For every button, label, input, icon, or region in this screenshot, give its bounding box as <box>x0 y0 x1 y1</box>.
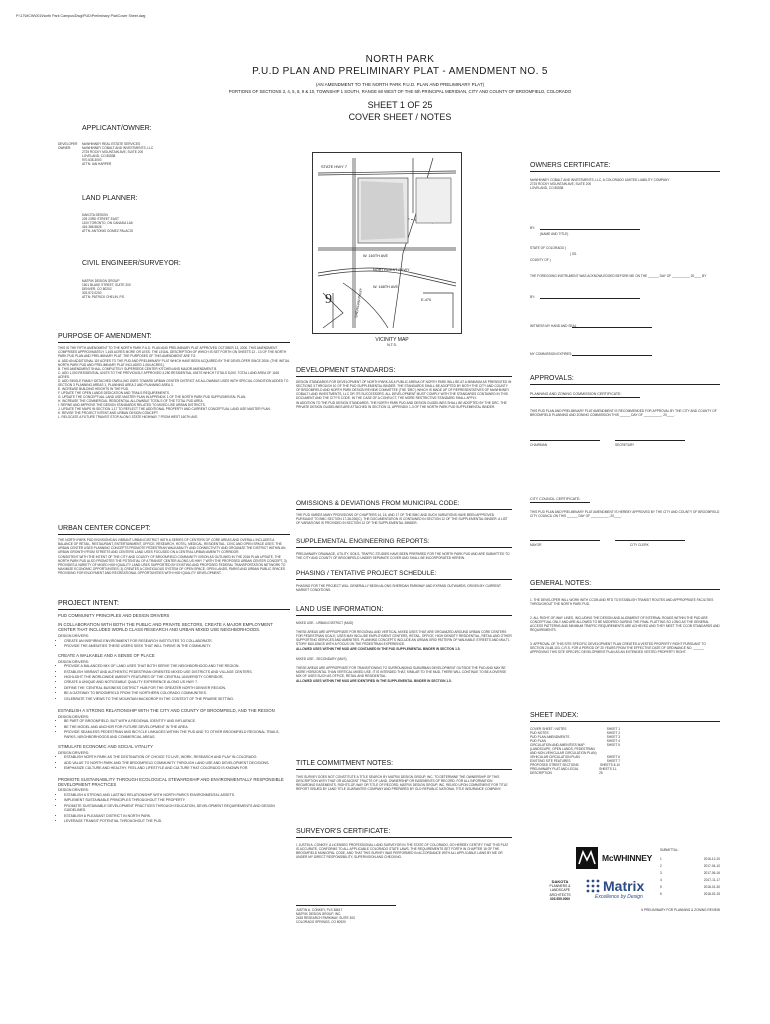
title-commitment-body: THIS SURVEY DOES NOT CONSTITUTE A TITLE SEARCH BY MATRIX DESIGN GROUP, INC. TO DETERMINE THE OWNERSHIP OF THIS DESCRIPTION WITH THAT OR ADJACENT TRACTS OF LAND, OWNERSHIP OR EASEMENTS OF RECORD. FOR ALL INFORMATION REGARDING EASEMENTS, RIGHTS-OF-WAY OR TITLE OF RECORD, MATRIX DESIGN GROUP, INC. RELIED UPON COMMITMENT FOR TITLE REPORT ISSUED BY LAND TITLE GUARANTEE COMPANY AND PREPARED BY OLD REPUBLIC NATIONAL TITLE INSURANCE COMPANY. <box>296 775 508 791</box>
intent-section-title: STIMULATE ECONOMIC AND SOCIAL VITALITY <box>58 744 153 750</box>
land-planner-line: DAKOTA DESIGN <box>82 213 108 217</box>
submittal-row <box>660 871 720 875</box>
project-intent-rule <box>58 609 290 610</box>
title-commitment-heading: TITLE COMMITMENT NOTES: <box>296 760 394 767</box>
council-cert-text: THIS PUD PLAN AND PRELIMINARY PLAT AMENDMENT IS HEREBY APPROVED BY THE CITY AND COUNTY OF BROOMFIELD CITY COUNCIL ON THIS ______ DAY OF __________, 20____. <box>530 510 720 518</box>
secretary-label: SECRETARY <box>615 443 635 447</box>
supplemental-heading: SUPPLEMENTAL ENGINEERING REPORTS: <box>296 538 430 545</box>
sheet-num: SHEET 4 <box>606 739 620 743</box>
intent-list-3 <box>58 719 290 739</box>
map-label-northwest-pkwy: NORTHWEST PKWY <box>373 268 410 272</box>
final-submittal-label: 6 PRELIMINARY FOR PLANNING & ZONING REVIEW <box>641 908 720 912</box>
county-label: COUNTY OF ) <box>530 258 551 262</box>
mud-allowed-uses: ALLOWED USES WITHIN THE MUD ARE CONTAINED IN THE PUD SUPPLEMENTAL BINDER IN SECTION 1.5. <box>296 647 461 652</box>
civil-line: DENVER, CO 80202 <box>82 287 112 291</box>
council-cert-title: CITY COUNCIL CERTIFICATE: <box>530 497 581 501</box>
surveyor-signature-block <box>296 908 355 924</box>
clerk-label: CITY CLERK <box>630 543 649 547</box>
general-note: 3. APPROVAL OF THIS SITE SPECIFIC DEVELOPMENT PLAN CREATES A VESTED PROPERTY RIGHT PURSUANT TO SECTION 24-68-103, C.R.S. FOR A PERIOD OF 20 YEARS FROM THE EFFECTIVE DATE OF ORDINANCE NO. ______ APPROVING THIS SITE SPECIFIC DEVELOPMENT PLAN AS AN EXTENDED VESTED PROPERTY RIGHT. <box>530 642 706 654</box>
sheet-index-rule <box>530 721 720 722</box>
general-notes-body <box>530 598 720 655</box>
acknowledgement-text: THE FOREGOING INSTRUMENT WAS ACKNOWLEDGED BEFORE ME ON THE ______ DAY OF __________ 20____ BY <box>530 274 707 278</box>
matrix-mark-icon <box>585 878 601 894</box>
surveyor-sig-line: MATRIX DESIGN GROUP, INC. <box>296 912 342 916</box>
project-intent-body <box>58 614 290 824</box>
mayor-label: MAYOR <box>530 543 542 547</box>
dakota-line: LANDSCAPE <box>550 888 570 893</box>
submittal-row <box>660 892 720 896</box>
map-label-168th: W. 168TH AVE <box>373 285 399 289</box>
owners-cert-line: 2725 ROCKY MOUNTAIN AVE, SUITE 200 <box>530 182 592 186</box>
intent-bullet: • ESTABLISH VIBRANT AND AUTHENTIC PEDESTRIAN ORIENTED MIXED USE DISTRICTS AND VILLAGE CENTERS. <box>64 670 290 675</box>
omissions-body: THE PUD VARIES MANY PROVISIONS OF CHAPTERS 14, 15, AND 17 OF THE BMC AND SUCH VARIATIONS HAVE BEEN APPROVED PURSUANT TO BMC SECTION 17-38-030(C). THE DOCUMENTATION IS CONTAINED IN SECTION 12 OF THE SUPPLEMENTAL BINDER. A LIST OF VARIATIONS IS PROVIDED IN SECTION 12 OF THE SUPPLEMENTAL BINDER. <box>296 513 508 525</box>
surveyor-signature-line <box>296 905 396 906</box>
matrix-logo <box>585 878 655 900</box>
sheet-num: SHEETS 11-25 <box>599 767 618 775</box>
urban-center-p1: THE NORTH PARK PUD ENVISIONS AN VIBRANT URBAN DISTRICT WITH A SERIES OF CENTERS OF CORE AREAS AND OVERALL INCLUDES A BALANCE OF RETAIL, RESTAURANT, ENTERTAINMENT, OFFICE, RESEARCH, HOTEL, MEDICAL, RESIDENTIAL, CIVIC AND OPEN SPACE USES. THE URBAN CENTER USES PLANNING CONCEPTS PROMOTE PEDESTRIAN WALKABILITY AND CONNECTIVITY AND ORGANIZE THE DISTRICT WITHIN AN URBAN GROWTH FROM STREETS AND CENTERS LAND USES FOCUSED ON A CENTRAL URBAN AMENITY CORRIDOR. <box>58 538 286 554</box>
sheet-num: SHEET 2 <box>606 731 620 735</box>
land-planner-line: 416.386.5826 <box>82 225 102 229</box>
submittal-row <box>660 885 720 889</box>
sheet-name: CIRCULATION AND AMENITIES MAP <box>530 743 585 747</box>
intent-bullet: • ESTABLISH A STRONG AND LASTING RELATIONSHIP WITH NORTH PARK'S ENVIRONMENTAL ASSETS. <box>64 793 290 798</box>
applicant-block <box>82 142 153 166</box>
dakota-line: ARCHITECTS <box>549 892 571 897</box>
urban-center-p2: CONSISTENT WITH THE INTENT OF THE CITY AND COUNTY OF BROOMFIELD COMMUNITY VISION AS OUTLINED IN THE 2016 PLAN UPDATE, THE NORTH PARK PUD ALSO PROMOTES THE POTENTIAL OF A TRANSIT CENTER ALONG US HWY 7 WITH THE PROPOSED URBAN CENTER CONCEPT, 3) PROVIDES A VARIETY OF MIXED HIGH QUALITY LAND USES SUPPORTED BY EXISTING AND PROPOSED FEDERAL TRANSPORTATION NETWORK TO MAXIMIZE ECONOMIC OPPORTUNITIES; 3) CREATES A CONTIGUOUS SYSTEM OF OPEN SPACE, OPEN LANDS, PARKS AND URBAN PUBLIC SPACES PROVIDING FOR ENJOYMENT AND RECREATIONAL OPPORTUNITIES WITH HIGH QUALITY DEVELOPMENT. <box>58 555 287 576</box>
general-notes-heading: GENERAL NOTES: <box>530 580 592 587</box>
dev-standards-p2: IN ADDITION TO THE PUD DESIGN STANDARDS, THE NORTH PARK PUD AND DESIGN GUIDELINES SHALL BE ADOPTED BY THE DRC. THE PRIVATE DESIGN GUIDELINES ARE ATTACHED IN SECTION 11, APPENDIX 1-3 OF THE NORTH PARK PUD SUPPLEMENTAL BINDER. <box>296 401 507 410</box>
amendment-note: (AN AMENDMENT TO THE NORTH PARK P.U.D. PLAN AND PRELIMINARY PLAT) <box>315 82 485 87</box>
intent-bullet: • PROVIDE SEAMLESS PEDESTRIAN AND BICYCLE LINKAGES WITHIN THE PUD AND TO OTHER BROOMFIELD REGIONAL TRAILS, PARKS, NEIGHBORHOODS AND COMMERCIAL AREAS. <box>64 730 290 739</box>
intent-bullet: • PROVIDE A BALANCED MIX OF LAND USES THAT BOTH SERVE THE NEIGHBORHOOD AND THE REGION. <box>64 664 290 669</box>
land-planner-heading: LAND PLANNER: <box>82 195 138 202</box>
purpose-item: J. UPDATE THE MAPS IN SECTION 1.17 TO REFLECT THE ADDITIONAL PROPERTY AND CURRENT CONCEPTUAL LAND USE MASTER PLAN. <box>58 407 271 412</box>
applicant-line: 2725 ROCKY MOUNTAIN AVE, SUITE 200 <box>82 150 144 154</box>
intent-section-title: CREATE A WALKABLE AND A SENSE OF PLACE <box>58 652 155 658</box>
land-planner-line: ATTN: ANTONIO GOMEZ PALACIO <box>82 229 134 233</box>
approvals-heading: APPROVALS: <box>530 375 574 382</box>
submittal-row <box>660 878 720 882</box>
sheet-name: EXISTING SITE FEATURES <box>530 759 571 763</box>
omissions-heading: OMISSIONS & DEVIATIONS FROM MUNICIPAL CODE: <box>296 500 460 507</box>
intent-list-1 <box>58 639 290 649</box>
purpose-intro: THIS IS THE FIFTH AMENDMENT TO THE NORTH PARK P.U.D. PLAN AND PRELIMINARY PLAT APPROVED OCTOBER 13, 2000. THIS AMENDMENT COMPRISES APPROXIMATELY 1,165 ACRES MORE OR LESS. THE LEGAL DESCRIPTION OF WHICH IS SET FORTH ON SHEETS 12 - 13 OF THE NORTH PARK PUD PLAN AND PRELIMINARY PLAT. THE PURPOSES OF THIS AMENDMENT ARE TO: <box>58 346 287 358</box>
phasing-heading: PHASING / TENTATIVE PROJECT SCHEDULE: <box>296 570 437 577</box>
owners-cert-rule <box>530 171 720 172</box>
sheet-num: SHEETS 8-10 <box>599 763 620 767</box>
supplemental-body: PRELIMINARY DRAINAGE, UTILITY, SOILS, TRAFFIC STUDIES HAVE BEEN PREPARED FOR THE NORTH PARK PUD AND ARE SUBMITTED TO THE CITY AND COUNTY OF BROOMFIELD UNDER SEPARATE COVER AND SHALL BE INCORPORATED HEREIN. <box>296 552 510 560</box>
owners-cert-line: McWHINNEY COBALT AND INVESTMENTS, LLC, A COLORADO LIMITED LIABILITY COMPANY <box>530 178 670 182</box>
dev-standards-rule <box>296 376 512 377</box>
submittal-block <box>660 848 720 899</box>
submittal-number: 2 <box>660 864 662 868</box>
project-title: NORTH PARK <box>365 54 435 65</box>
intent-bullet: • IMPLEMENT SUSTAINABLE PRINCIPLES THROUGHOUT THE PROPERTY. <box>64 798 290 803</box>
intent-bullet: • BE THE MODEL AND ANCHOR FOR FUTURE DEVELOPMENT IN THE AREA. <box>64 725 290 730</box>
map-label-sheridan: SHERIDAN PKWY <box>354 287 364 319</box>
surveyor-body: I, JUSTIN A. CONKEY, A LICENSED PROFESSIONAL LAND SURVEYOR IN THE STATE OF COLORADO, DO HEREBY CERTIFY THAT THIS PLAT IS ACCURATE, CONFORMS TO ALL APPLICABLE COLORADO STATE LAWS, THE REQUIREMENTS SET FORTH IN CHAPTER 16 OF THE BROOMFIELD MUNICIPAL CODE, AND THAT THIS SURVEY WAS PERFORMED IN ACCORDANCE WITH ALL APPLICABLE LAWS BY ME OR UNDER MY DIRECT RESPONSIBILITY, SUPERVISION AND CHECKING. <box>296 843 509 859</box>
map-label-hwy7: STATE HWY 7 <box>321 164 348 169</box>
submittal-date: 2017-04-10 <box>703 864 720 868</box>
submittal-number: 5 <box>660 885 662 889</box>
sheet-name: (LANDSCAPE, OPEN LANDS, PEDESTRIAN <box>530 747 595 751</box>
submittal-label: SUBMITTAL: <box>660 848 679 852</box>
applicant-line: LOVELAND, CO 80538 <box>82 154 116 158</box>
pz-cert-title: PLANNING AND ZONING COMMISSION CERTIFICATE: <box>530 392 622 396</box>
sheet-name: PUD PLAN AMENDMENTS <box>530 735 570 739</box>
role-owner: OWNER: <box>58 146 72 150</box>
intent-bullet: • ESTABLISH NORTH PARK AS THE DESTINATION OF CHOICE TO LIVE, WORK, RESEARCH AND PLAY IN COLORADO. <box>64 755 290 760</box>
omissions-rule <box>296 509 512 510</box>
intent-bullet: • CREATE AN INSPIRING ENVIRONMENT FOR RESEARCH INSTITUTES TO COLLABORATE. <box>64 639 290 644</box>
sheet-name: PRELIMINARY PLAT AND LEGAL DESCRIPTION <box>530 767 579 775</box>
clerk-line <box>615 540 685 541</box>
sheet-title: COVER SHEET / NOTES <box>348 112 452 122</box>
intent-principle-1: IN COLLABORATION WITH BOTH THE PUBLIC AND PRIVATE SECTORS, CREATE A MAJOR EMPLOYMENT CENTER THAT INCLUDES WORLD CLASS RESEARCH AND URBAN MIXED USE NEIGHBORHOODS. <box>58 621 273 632</box>
project-subtitle: P.U.D PLAN AND PRELIMINARY PLAT - AMENDMENT NO. 5 <box>252 66 548 77</box>
ss-label: ) SS. <box>570 252 578 256</box>
svg-text:9: 9 <box>325 292 332 307</box>
phasing-rule <box>296 579 512 580</box>
dev-standards-body <box>296 380 512 410</box>
civil-engineer-block <box>82 279 131 299</box>
matrix-wordmark: Matrix <box>603 878 645 894</box>
purpose-item: H. INCREASE THE COMMERCIAL RESIDENTIAL ALLOWABLE TOTALS OF THE TOTAL PUD AREA. <box>58 399 204 404</box>
mud-title: MIXED USE - URBAN DISTRICT (MUD) <box>296 621 354 625</box>
land-planner-line: 1100 TORONTO, ON CANADA 1A6 <box>82 221 133 225</box>
applicant-line: McWHINNEY COBALT AND INVESTMENTS, LLC <box>82 146 154 150</box>
intent-bullet: • BE PART OF BROOMFIELD, BUT WITH A REGIONAL IDENTITY AND INFLUENCE. <box>64 719 290 724</box>
purpose-item: F. UPDATE THE OPEN LANDS DEDICATION AND TRAILS REQUIREMENTS. <box>58 391 170 396</box>
submittal-row <box>660 857 720 861</box>
purpose-body <box>58 346 290 419</box>
mayor-line <box>530 540 600 541</box>
land-use-body <box>296 621 512 685</box>
surveyor-sig-line: COLORADO SPRINGS, CO 80920 <box>296 920 346 924</box>
applicant-role-labels <box>58 142 78 150</box>
submittal-row <box>660 864 720 868</box>
matrix-tagline: Excellence by Design <box>595 894 643 900</box>
civil-line: MATRIX DESIGN GROUP <box>82 279 120 283</box>
urban-center-body <box>58 538 290 576</box>
owners-signature-line <box>540 229 640 230</box>
applicant-line: McWHINNEY REAL ESTATE SERVICES <box>82 142 141 146</box>
sheet-name: COVER SHEET / NOTES <box>530 727 567 731</box>
purpose-item: G. UPDATE THE CONCEPTUAL LAND USE MASTER PLAN IN APPENDIX 1 OF THE NORTH PARK PUD SUPPLEMENTAL PLAN. <box>58 395 247 400</box>
intent-section-title: PROMOTE SUSTAINABILITY THROUGH ECOLOGICAL STEWARDSHIP AND ENVIRONMENTALLY RESPONSIBLE DEVELOPMENT PRACTICES <box>58 776 284 788</box>
sheet-index-row <box>530 767 620 775</box>
submittal-number: 4 <box>660 878 662 882</box>
legal-location: PORTIONS OF SECTIONS 3, 4, 5, 8, 9 & 10, TOWNSHIP 1 SOUTH, RANGE 68 WEST OF THE 6th PRINCIPAL MERIDIAN, CITY AND COUNTY OF BROOMFIELD, COLORADO <box>228 89 572 94</box>
dakota-logo <box>540 880 580 901</box>
purpose-heading: PURPOSE OF AMENDMENT: <box>58 333 152 340</box>
intent-bullet: • PROMOTE SUSTAINABLE DEVELOPMENT PRACTICES THROUGH EDUCATION, DEVELOPMENT REQUIREMENTS AND DESIGN GUIDELINES. <box>64 804 290 813</box>
intent-section-title: ESTABLISH A STRONG RELATIONSHIP WITH THE CITY AND COUNTY OF BROOMFIELD, AND THE REGION <box>58 708 275 714</box>
purpose-rule <box>58 342 290 343</box>
witness-label: WITNESS MY HAND AND SEAL <box>530 324 577 328</box>
land-use-rule <box>296 615 512 616</box>
sheet-number: SHEET 1 OF 25 <box>367 100 433 110</box>
land-use-heading: LAND USE INFORMATION: <box>296 606 384 613</box>
applicant-line: 970.635.3000 <box>82 158 102 162</box>
supplemental-rule <box>296 547 512 548</box>
general-note: 2. ALL RIGHT-OF-WAY LINES, INCLUDING THE DESIGN AND ALIGNMENT OF INTERNAL ROADS WITHIN THE PUD ARE CONCEPTUAL ONLY AND ARE ALLOWED TO BE MODIFIED DURING THE FINAL PLATTING SO LONG AS THE GENERAL ACCESS PATTERNS AND MINIMUM TRAFFIC REQUIREMENTS ARE ACHIEVED AND THEY MEET THE CCOB STANDARDS AND REQUIREMENTS. <box>530 616 720 632</box>
vicinity-map-drawing <box>313 153 461 333</box>
owners-by-label-2: BY: <box>530 295 535 299</box>
chairman-label: CHAIRMAN <box>530 443 548 447</box>
witness-line <box>572 327 652 328</box>
submittal-number: 6 <box>660 892 662 896</box>
pz-cert-underline <box>530 397 640 398</box>
purpose-item: C. ADD 1,000 RESIDENTIAL UNITS TO THE PREVIOUSLY APPROVED 3,250 RESIDENTIAL UNITS WHICH TOTALS 5,000. TOTAL LAND AREA OF 1165 ACRES. <box>58 371 280 380</box>
intent-bullet: • PROVIDE THE AMENITIES THESE USERS SEEK THAT WILL THRIVE IN THE COMMUNITY. <box>64 644 290 649</box>
purpose-item: I. REFINE AND IMPROVE THE DESIGN STANDARDS RELATED TO MIXED USE URBAN DISTRICTS. <box>58 403 206 408</box>
intent-principles-title: PUD COMMUNITY PRINCIPLES AND DESIGN DRIVERS <box>58 613 170 618</box>
submittal-date: 2018-01-30 <box>703 885 720 889</box>
purpose-item: L. RELOCATE A FUTURE TRANSIT STOP ALONG STATE HIGHWAY 7 FROM WEST 160TH AVE. <box>58 415 199 420</box>
intent-bullet: • CELEBRATE THE VIEWS TO THE MOUNTAIN BACKDROP IN THE CONTEXT OF THE PRAIRIE SETTING. <box>64 697 290 702</box>
approvals-rule <box>530 384 720 385</box>
owners-by-label: BY: <box>530 226 535 230</box>
vicinity-map-title: VICINITY MAP <box>375 337 409 343</box>
sheet-name: AND NON-VEHICULAR CIRCULATION PLAN) <box>530 751 597 755</box>
title-header <box>150 54 650 122</box>
urban-center-heading: URBAN CENTER CONCEPT: <box>58 525 151 532</box>
design-drivers-label: DESIGN DRIVERS: <box>58 659 89 664</box>
sheet-num: SHEET 1 <box>606 727 620 731</box>
intent-bullet: • CREATE A UNIQUE AND NOTICEABLE QUALITY EXPERIENCE ALONG US HWY 7. <box>64 680 290 685</box>
secretary-line <box>615 440 685 441</box>
role-developer: DEVELOPER <box>58 142 78 146</box>
design-drivers-label: DESIGN DRIVERS: <box>58 788 89 793</box>
intent-bullet: • DEFINE THE 'CENTRAL BUSINESS DISTRICT' HUB FOR THE GREATER NORTH DENVER REGION. <box>64 686 290 691</box>
sheet-name: PUD PLAN <box>530 739 546 743</box>
council-cert-underline <box>530 502 590 503</box>
owners-cert-body <box>530 178 720 190</box>
commission-label: MY COMMISSION EXPIRES: <box>530 352 573 356</box>
owners-cert-heading: OWNERS CERTIFICATE: <box>530 162 611 169</box>
submittal-date: 2018-02-15 <box>703 892 720 896</box>
purpose-item: A. ADD AN ADDITIONAL 119 ACRES TO THE PUD AND PRELIMINARY PLAT WHICH HAVE BEEN ACQUIRED BY THE DEVELOPER SINCE 2006. (THE INITIAL NORTH PARK PUD AND PRELIMINARY PLAT INCLUDED 1,064 ACRES.) <box>58 359 290 368</box>
general-notes-rule <box>530 589 720 590</box>
state-label: STATE OF COLORADO ) <box>530 246 567 250</box>
commission-line <box>572 355 652 356</box>
mcwhinney-logo <box>575 845 655 871</box>
submittal-date: 2017-06-16 <box>703 871 720 875</box>
surveyor-sig-line: JUSTIN A. CONKEY, PLS 38617 <box>296 908 343 912</box>
mus-allowed-uses: ALLOWED USES WITHIN THE MUS ARE IDENTIFIED IN THE SUPPLEMENTAL BINDER IN SECTION 1.5. <box>296 679 452 684</box>
purpose-item: E. INCREASE BUILDING HEIGHTS IN THE PUD. <box>58 387 129 392</box>
mud-text: THESE AREAS ARE APPROPRIATE FOR REGIONAL AND VERTICAL MIXED USES THAT ARE ORGANIZED AROUND URBAN CORE CENTERS FOR PEDESTRIAN SCALE, USES MAY INCLUDE EMPLOYMENT CENTERS, RETAIL, OFFICE, HIGH DENSITY RESIDENTIAL, RETAIL AND OTHER SUPPORTING SERVICES AND AMENITIES. PLANNING CONCEPTS INCLUDE AN URBAN GRID PATTERN OF WALKABLE STREETS AND MULTI-STORY BUILDINGS WITH A FOCUS ON THE PEDESTRIAN EXPERIENCE. <box>296 630 512 646</box>
intent-list-2 <box>58 664 290 701</box>
dakota-line: PLANNERS & <box>549 884 571 889</box>
intent-bullet: • BE A GATEWAY TO BROOMFIELD FROM THE NORTHERN COLORADO COMMUNITIES. <box>64 691 290 696</box>
sheet-index-list <box>530 727 620 775</box>
land-planner-block <box>82 213 133 233</box>
intent-bullet: • HIGHLIGHT THE WORLDWIDE AMENITY FEATURES OF THE CENTRAL UNIVERSITY CORRIDOR. <box>64 675 290 680</box>
design-drivers-label: DESIGN DRIVERS: <box>58 634 89 639</box>
sheet-num: SHEET 5 <box>606 743 620 747</box>
intent-bullet: • ESTABLISH A PLEASANT DISTRICT IN NORTH PARK. <box>64 814 290 819</box>
pz-cert-text: THIS PUD PLAN AND PRELIMINARY PLAT AMENDMENT IS RECOMMENDED FOR APPROVAL BY THE CITY AND COUNTY OF BROOMFIELD PLANNING AND ZONING COMMISSION THIS ______ DAY OF __________, 20____. <box>530 409 717 417</box>
general-note: 1. THE DEVELOPER WILL WORK WITH CCOB AND RTD TO ESTABLISH TRANSIT ROUTES AND APPROPRIATE FACILITIES THROUGHOUT THE NORTH PARK PUD. <box>530 598 714 606</box>
submittal-number: 3 <box>660 871 662 875</box>
sheet-index-heading: SHEET INDEX: <box>530 712 579 719</box>
sheet-num: SHEET 7 <box>606 759 620 763</box>
project-intent-heading: PROJECT INTENT: <box>58 600 119 607</box>
civil-line: ATTN: PATRICK CHELIN, P.E. <box>82 295 126 299</box>
intent-list-5 <box>58 793 290 824</box>
sheet-num: SHEET 6 <box>606 755 620 759</box>
purpose-item: B. THIS AMENDMENT SHALL COMPLETELY SUPERSEDE CENTER KITCHEN AND MAJOR AMENDMENT B. <box>58 367 218 372</box>
sheet-name: PUD NOTES <box>530 731 549 735</box>
map-label-e470: E-470 <box>421 298 432 302</box>
title-commitment-rule <box>296 769 512 770</box>
phasing-body: PHASING FOR THE PROJECT WILL GENERALLY BEGIN ALONG SHERIDAN PARKWAY AND EXPAND OUTWARDS, DRIVEN BY CURRENT MARKET CONDITIONS. <box>296 584 501 592</box>
owners-cert-line: LOVELAND, CO 80538 <box>530 186 564 190</box>
applicant-heading: APPLICANT/OWNER: <box>82 125 152 132</box>
sheet-name: PROPOSED STREET SECTIONS <box>530 763 579 767</box>
dev-standards-p1: DESIGN STANDARDS FOR DEVELOPMENT OF NORTH PARK AS A PUBLIC ARENA OF NORTH PARK WILL BE AT A MINIMUM AS PRESENTED IN SECTIONS 3 THROUGH 10 OF THE PUD SUPPLEMENTAL BINDER. THE STANDARDS SHALL BE ADOPTED BY BOTH THE CITY AND COUNTY OF BROOMFIELD AND NORTH PARK DESIGN REVIEW COMMITTEE (THE 'DRC') WHICH IS MADE UP OF REPRESENTATIVES OF McWHINNEY COBALT LAND INVESTMENTS, LLC OR ITS SUCCESSORS. ALL DEVELOPMENT MUST COMPLY WITH THE STANDARDS CONTAINED IN THIS DOCUMENT AND THE CITY'S CODE. IN THE CASE OF A CONFLICT, THE MORE RESTRICTIVE STANDARD SHALL APPLY. <box>296 380 512 400</box>
intent-bullet: • LEVERAGE TRANSIT POTENTIAL THROUGHOUT THE PUD. <box>64 819 290 824</box>
file-path: P:\17\MCW\001\North Park Campus\Dwg\PUD\Preliminary Plat\Cover Sheet.dwg <box>16 14 146 18</box>
submittal-number: 1 <box>660 857 662 861</box>
mcwhinney-mark-icon <box>575 846 599 870</box>
map-label-160th: W. 160TH AVE <box>363 254 389 258</box>
applicant-line: ATTN: IAN HARPER <box>82 162 112 166</box>
mus-title: MIXED USE - SECONDARY (MUS) <box>296 657 347 662</box>
dev-standards-heading: DEVELOPMENT STANDARDS: <box>296 367 396 374</box>
purpose-item: K. REVISE THE PROJECT INTENT AND URBAN DESIGN CONCEPT. <box>58 411 159 416</box>
chairman-line <box>530 440 600 441</box>
vicinity-map-scale: N.T.S. <box>387 343 397 347</box>
intent-bullet: • ADD VALUE TO NORTH PARK AND THE BROOMFIELD COMMUNITY THROUGH LAND USE AND DEVELOPMENT DECISIONS. <box>64 761 290 766</box>
vicinity-map <box>312 152 462 334</box>
notary-signature-line <box>540 298 640 299</box>
intent-list-4 <box>58 755 290 770</box>
land-planner-line: 225 23RD STREET EAST <box>82 217 119 221</box>
dakota-phone: 303.555.0000 <box>549 896 571 901</box>
owners-name-title: (NAME AND TITLE) <box>540 232 569 236</box>
mus-text: THESE AREAS ARE APPROPRIATE FOR TRANSITIONING TO SURROUNDING SUBURBAN DEVELOPMENT OUTSIDE THE PUD AND MAY BE MORE HORIZONTAL THAN VERTICAL MIXED USE. IT IS INTENDED THAT, SIMILAR TO THE MUD, THERE WILL CONTINUE TO BE A DIVERSE MIX OF USES SUCH AS OFFICE, RETAIL AND RESIDENTIAL. <box>296 666 507 679</box>
surveyor-sig-line: 2435 RESEARCH PARKWAY, SUITE 300 <box>296 916 355 920</box>
urban-center-rule <box>58 534 290 535</box>
dakota-name: DAKOTA <box>551 879 569 884</box>
sheet-num: SHEET 3 <box>606 735 620 739</box>
civil-line: 303.572.0200 <box>82 291 102 295</box>
purpose-item: D. ADD SINGLE FAMILY DETACHED DWELLING USES TOWARD URBAN CENTER DISTRICT AS ALLOWABLE USES WITH SPECIAL CONDITION ADDED TO SECTION 3 PLANNING AREAS 1, PLANNING AREA 2 AND PLANNING AREA 3. <box>58 379 289 388</box>
surveyor-rule <box>296 837 512 838</box>
submittal-date: 2017-11-17 <box>703 878 720 882</box>
civil-engineer-heading: CIVIL ENGINEER/SURVEYOR: <box>82 260 181 267</box>
design-drivers-label: DESIGN DRIVERS: <box>58 714 89 719</box>
sheet-name: VEHICULAR CIRCULATION PLAN <box>530 755 580 759</box>
civil-line: 1601 BLAKE STREET, SUITE 200 <box>82 283 131 287</box>
mcwhinney-wordmark: McWHINNEY <box>602 853 653 863</box>
submittal-date: 2016-12-20 <box>703 857 720 861</box>
surveyor-heading: SURVEYOR'S CERTIFICATE: <box>296 828 391 835</box>
intent-bullet: • EMPHASIZE CULTURE AND HEALTHY, FEEL AND LIFESTYLE AND CULTURE THAT COLORADO IS KNOWN FOR. <box>64 766 290 771</box>
design-drivers-label: DESIGN DRIVERS: <box>58 750 89 755</box>
